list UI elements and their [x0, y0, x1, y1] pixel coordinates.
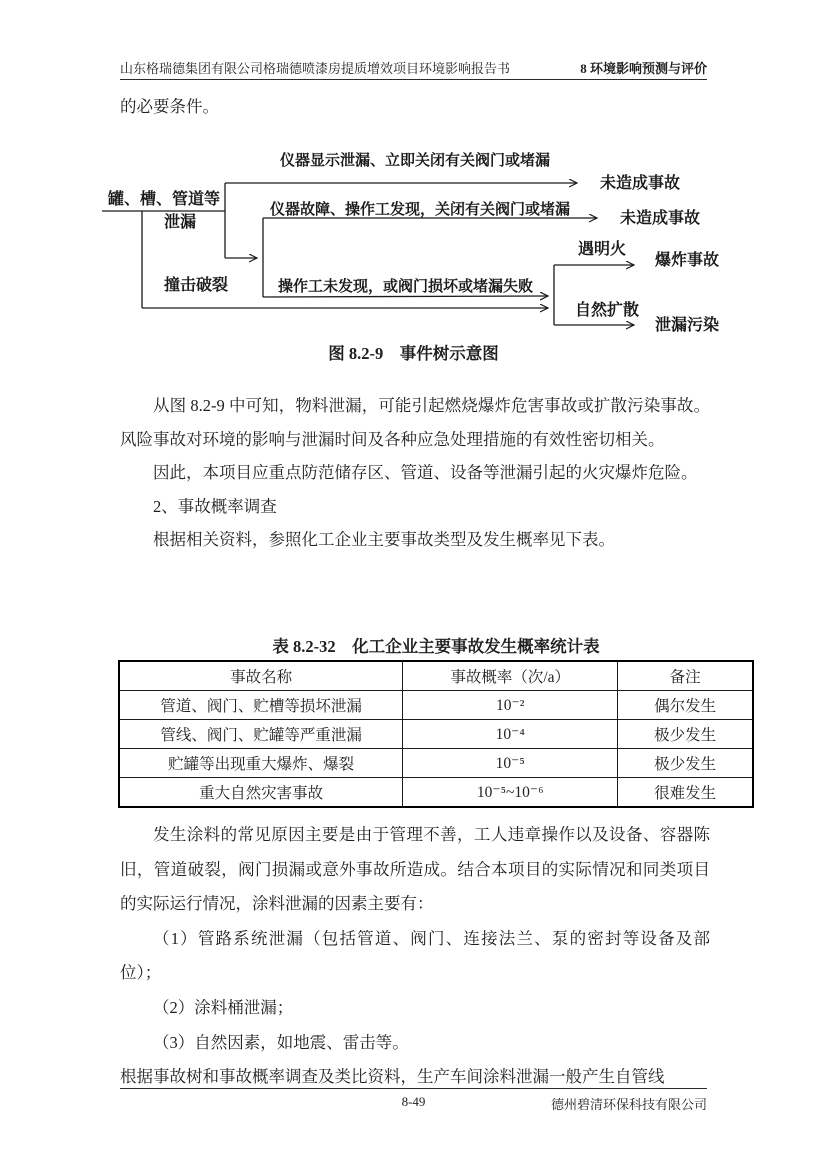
table-title: 表 8.2-32 化工企业主要事故发生概率统计表	[272, 637, 600, 656]
table-row	[119, 720, 753, 749]
col-header-remark: 备注	[618, 661, 753, 691]
condition3-label: 操作工未发现，或阀门损坏或堵漏失败	[278, 278, 534, 295]
cell-probability: 10⁻⁵	[403, 749, 618, 778]
condition-diffusion-label: 自然扩散	[575, 302, 640, 319]
lower-paragraphs	[120, 818, 710, 1095]
cell-probability: 10⁻⁴	[403, 720, 618, 749]
cell-remark: 极少发生	[618, 749, 753, 778]
paragraph: 发生涂料的常见原因主要是由于管理不善，工人违章操作以及设备、容器陈旧，管道破裂，阀门损漏或意外事故所造成。结合本项目的实际情况和同类项目的实际运行情况，涂料泄漏的因素主要有：	[120, 825, 710, 914]
cell-probability: 10⁻⁵~10⁻⁶	[403, 778, 618, 808]
table-row	[119, 691, 753, 720]
header-report-title: 山东格瑞德集团有限公司格瑞德喷漆房提质增效项目环境影响报告书	[120, 61, 511, 76]
paragraph: 根据相关资料，参照化工企业主要事故类型及发生概率见下表。	[153, 530, 615, 549]
col-header-probability: 事故概率（次/a）	[403, 661, 618, 691]
cell-probability: 10⁻²	[403, 691, 618, 720]
page-footer	[120, 1088, 707, 1115]
intro-paragraph: 的必要条件。	[120, 97, 219, 116]
cell-remark: 很难发生	[618, 778, 753, 808]
page-header	[120, 57, 707, 80]
cell-accident-name: 贮罐等出现重大爆炸、爆裂	[119, 749, 403, 778]
outcome-no-accident-1: 未造成事故	[600, 175, 681, 192]
section-heading: 2、事故概率调查	[153, 496, 277, 516]
condition1-label: 仪器显示泄漏、立即关闭有关阀门或堵漏	[280, 152, 551, 169]
paragraph: 从图 8.2-9 中可知，物料泄漏，可能引起燃烧爆炸危害事故或扩散污染事故。风险事故对环境的影响与泄漏时间及各种应急处理措施的有效性密切相关。	[120, 396, 710, 449]
cell-remark: 偶尔发生	[618, 691, 753, 720]
outcome-explosion: 爆炸事故	[655, 252, 720, 269]
cell-accident-name: 重大自然灾害事故	[119, 778, 403, 808]
paragraph: 根据事故树和事故概率调查及类比资料，生产车间涂料泄漏一般产生自管线	[120, 1067, 665, 1087]
outcome-leak-pollution: 泄漏污染	[655, 317, 720, 334]
branch-impact-label: 撞击破裂	[164, 277, 229, 294]
cell-remark: 极少发生	[618, 720, 753, 749]
table-header-row	[119, 661, 753, 691]
footer-company: 德州碧清环保科技有限公司	[550, 1097, 707, 1112]
cell-accident-name: 管线、阀门、贮罐等严重泄漏	[119, 720, 403, 749]
upper-paragraphs	[120, 389, 710, 557]
list-item: （2）涂料桶泄漏；	[153, 997, 294, 1017]
condition-fire-label: 遇明火	[578, 241, 627, 258]
table-row	[119, 778, 753, 808]
node-source-label: 罐、槽、管道等	[108, 191, 221, 208]
list-item: （1）管路系统泄漏（包括管道、阀门、连接法兰、泵的密封等设备及部位）；	[120, 928, 710, 983]
header-chapter-title: 8 环境影响预测与评价	[580, 61, 707, 76]
figure-caption: 图 8.2-9 事件树示意图	[328, 344, 499, 363]
page-number: 8-49	[401, 1094, 426, 1109]
table-row	[119, 749, 753, 778]
list-item: （3）自然因素，如地震、雷击等。	[153, 1032, 409, 1052]
cell-accident-name: 管道、阀门、贮槽等损坏泄漏	[119, 691, 403, 720]
paragraph: 因此，本项目应重点防范储存区、管道、设备等泄漏引起的火灾爆炸危险。	[153, 463, 698, 482]
branch-leak-label: 泄漏	[164, 214, 197, 231]
accident-probability-table	[118, 660, 754, 808]
col-header-accident-name: 事故名称	[119, 661, 403, 691]
event-tree-diagram	[100, 148, 760, 348]
condition2-label: 仪器故障、操作工发现，关闭有关阀门或堵漏	[270, 201, 571, 218]
outcome-no-accident-2: 未造成事故	[620, 210, 701, 227]
